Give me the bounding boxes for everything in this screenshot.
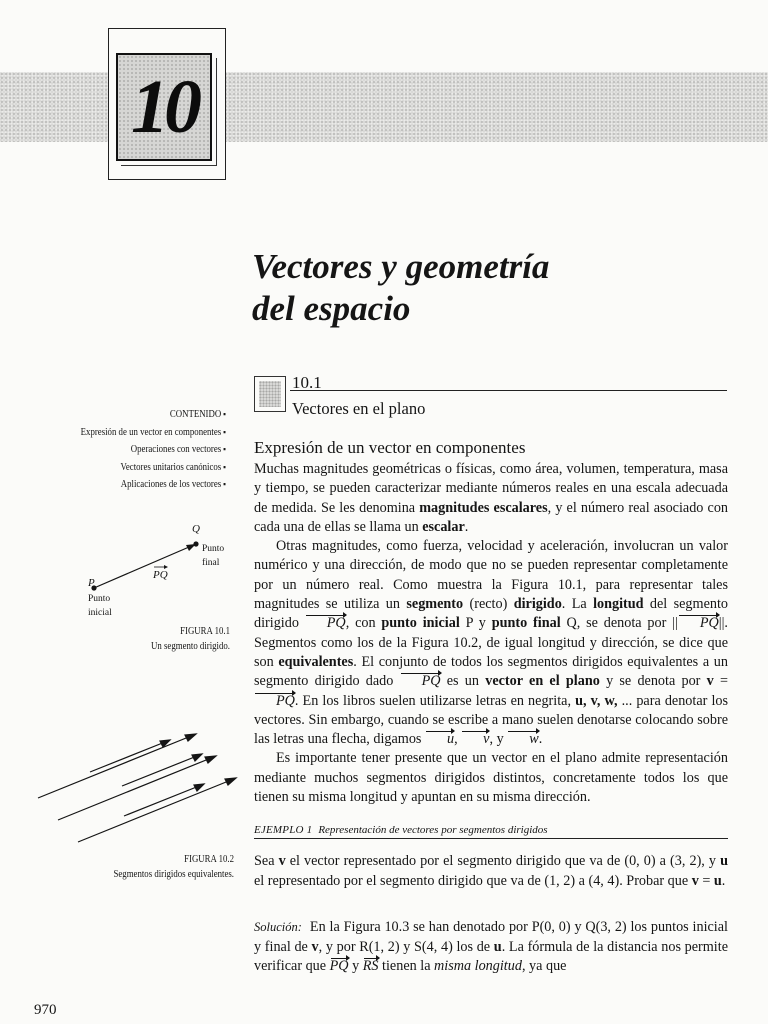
example-label: EJEMPLO 1: [254, 824, 313, 836]
page-number: 970: [34, 1002, 57, 1018]
arrowhead-icon: [185, 734, 196, 741]
example-statement: Sea v el vector representado por el segmento dirigido que va de (0, 0) a (3, 2), y u el representado por el segmento dirigido que va de (1, 2) a (4, 4). Probar que v = u.: [254, 853, 728, 889]
segment-3: [78, 778, 236, 842]
figure-10-1-caption: [54, 624, 230, 654]
arrowhead-icon: [225, 778, 236, 785]
figure-10-2: [30, 720, 240, 855]
chapter-title-line2: del espacio: [252, 289, 411, 328]
section-title: Vectores en el plano: [292, 399, 426, 418]
chapter-contents: [54, 406, 226, 494]
chapter-number: 10: [131, 65, 197, 149]
solution-text: Solución: En la Figura 10.3 se han denotado por P(0, 0) y Q(3, 2) los puntos inicial y final de v, y por R(1, 2) y S(4, 4) los de u. La fórmula de la distancia nos permite verificar que PQ y RS tienen la misma longitud, ya que: [254, 918, 728, 977]
figure-10-1: [80, 518, 240, 627]
contents-item: Aplicaciones de los vectores ▪: [54, 476, 226, 494]
caption-number: FIGURA 10.2: [184, 854, 234, 865]
arrowhead-icon: [194, 784, 204, 791]
caption-text: Un segmento dirigido.: [151, 641, 230, 652]
equivalent-segments-diagram: [30, 720, 240, 850]
label-final-point: Punto final: [202, 544, 225, 568]
paragraph-2: Otras magnitudes, como fuerza, velocidad y aceleración, involucran un valor numérico y una dirección, de modo que no se pueden representar completamente por un número real. Como muestra la Figura 10.1, para representar tales magnitudes se utiliza un segmento (recto) dirigido. La longitud del segmento dirigido PQ, con punto inicial P y punto final Q, se denota por || PQ||. Segmentos como los de la Figura 10.2, de igual longitud y dirección, se dice que son equivalentes. El conjunto de todos los segmentos dirigidos equivalentes a un segmento dirigido dado PQ es un vector en el plano y se denota por v = PQ. En los libros suelen utilizarse letras en negrita, u, v, w, ... para denotar los vectores. Sin embargo, cuando se escribe a mano suelen denotarse colocando sobre las letras una flecha, digamos u, v, y w.: [254, 537, 728, 749]
section-icon: [254, 376, 286, 412]
subsection-heading: Expresión de un vector en componentes: [254, 438, 526, 457]
arrowhead-icon: [192, 754, 202, 761]
solution-label: Solución:: [254, 920, 302, 934]
caption-number: FIGURA 10.1: [180, 626, 230, 637]
contents-item: Expresión de un vector en componentes ▪: [54, 424, 226, 442]
figure-10-2-caption: [58, 852, 234, 882]
contents-item: Vectores unitarios canónicos ▪: [54, 459, 226, 477]
chapter-number-panel: [116, 53, 212, 161]
arrowhead-icon: [205, 756, 216, 763]
arrowhead-icon: [186, 544, 196, 551]
contents-item: Operaciones con vectores ▪: [54, 441, 226, 459]
section-number: 10.1: [292, 373, 322, 392]
example-header: [254, 822, 728, 839]
label-initial-point: Punto inicial: [88, 594, 112, 618]
example-title: Representación de vectores por segmentos dirigidos: [318, 824, 548, 836]
label-p: P: [88, 577, 95, 589]
chapter-title-line1: Vectores y geometría: [252, 247, 550, 286]
chapter-number-box: [108, 28, 226, 180]
segment-line: [94, 544, 196, 588]
paragraph-1: Muchas magnitudes geométricas o físicas, como área, volumen, temperatura, masa y tiempo, se pueden caracterizar mediante números reales en una escala adecuada de medida. Se les denomina magnitudes escalares, y el número real asociado con cada una de ellas se llama un escalar.: [254, 461, 729, 535]
contents-heading: CONTENIDO ▪: [54, 406, 226, 424]
label-q: Q: [192, 523, 200, 535]
section-rule: [290, 390, 727, 391]
paragraph-3: Es importante tener presente que un vector en el plano admite representación mediante muchos segmentos dirigidos distintos, concretamente todos los que tienen su misma longitud y apuntan en su misma dirección.: [254, 750, 728, 806]
label-pq: PQ: [153, 569, 168, 581]
segment-4: [90, 740, 170, 772]
body-text: [254, 460, 728, 807]
chapter-title: [252, 246, 549, 330]
caption-text: Segmentos dirigidos equivalentes.: [113, 869, 234, 880]
